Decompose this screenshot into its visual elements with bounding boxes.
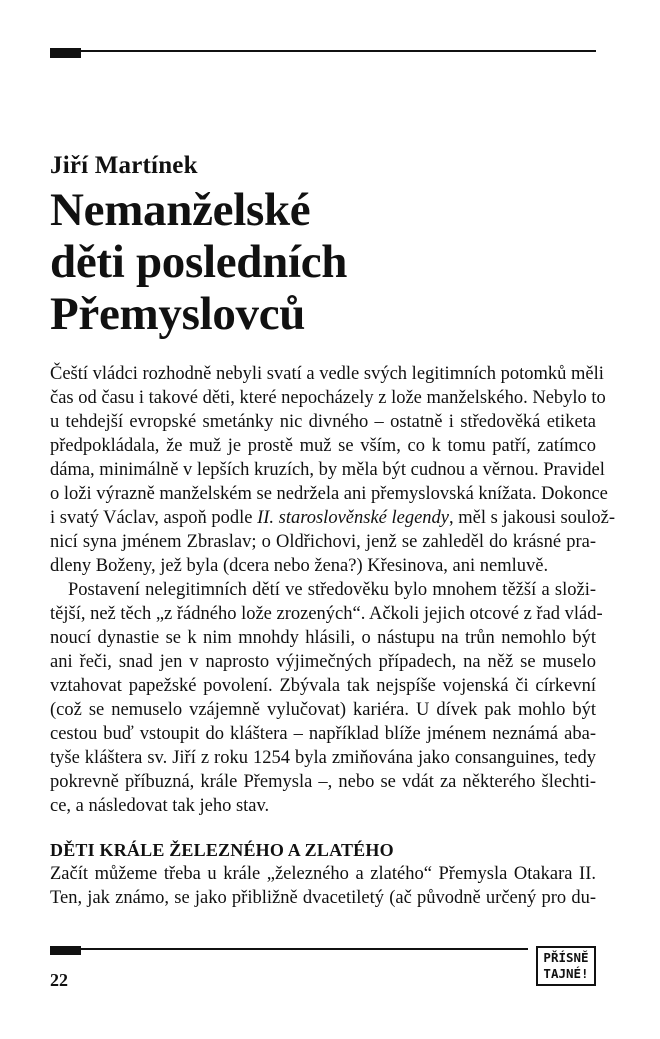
legend-title-italic: II. staroslověnské legendy	[257, 508, 450, 528]
stamp-line: TAJNÉ!	[543, 966, 589, 981]
text-line: o loži výrazně manželském se nedržela ani přemyslovská knížata. Dokonce	[50, 484, 608, 504]
top-rule	[50, 50, 596, 52]
paragraph-2	[50, 578, 603, 818]
stamp-line: PŘÍSNĚ	[543, 950, 589, 965]
section-heading: DĚTI KRÁLE ŽELEZNÉHO A ZLATÉHO	[50, 840, 394, 860]
text-line: tější, než těch „z řádného lože zrozených“. Ačkoli jejich otcové z řad vlád-	[50, 604, 603, 624]
page-number: 22	[50, 970, 68, 990]
text-line: Postavení nelegitimních dětí ve středověku bylo mnohem těžší a složi-	[68, 580, 596, 600]
text-line: vztahovat papežské povolení. Zbývala tak nejspíše vojenská či církevní	[50, 676, 596, 696]
text-line: ani řeči, snad jen v naprosto výjimečných případech, na něž se muselo	[50, 652, 596, 672]
author-name: Jiří Martínek	[50, 152, 198, 179]
text-line: nicí syna jménem Zbraslav; o Oldřichovi, jenž se zahleděl do krásné pra-	[50, 532, 596, 552]
text-span: , měl s jakousi soulož-	[449, 508, 615, 528]
bottom-rule	[50, 948, 528, 950]
text-line: předpokládala, že muž je prostě muž se vším, co k tomu patří, zatímco	[50, 436, 596, 456]
text-line: u tehdejší evropské smetánky nic divného – ostatně i středověká etiketa	[50, 412, 596, 432]
text-line: Začít můžeme třeba u krále „železného a zlatého“ Přemysla Otakara II.	[50, 864, 596, 884]
text-line: dleny Boženy, jež byla (dcera nebo žena?) Křesinova, ani nemluvě.	[50, 556, 549, 576]
text-line: ce, a následovat tak jeho stav.	[50, 796, 270, 816]
title-line: děti posledních	[50, 236, 348, 288]
paragraph-3	[50, 862, 596, 910]
text-line: dáma, minimálně v lepších kruzích, by měla být cudnou a věrnou. Pravidel	[50, 460, 605, 480]
chapter-title	[50, 184, 590, 340]
text-line	[50, 506, 615, 530]
text-line: noucí dynastie se k nim mnohdy hlásili, o nástupu na trůn nemohlo být	[50, 628, 596, 648]
top-rule-marker	[50, 48, 81, 58]
text-line: Ten, jak známo, se jako přibližně dvacetiletý (ač původně určený pro du-	[50, 888, 596, 908]
text-line: Čeští vládci rozhodně nebyli svatí a vedle svých legitimních potomků měli	[50, 364, 604, 384]
top-secret-stamp	[536, 946, 596, 986]
title-line: Přemyslovců	[50, 288, 306, 340]
text-line: (což se nemuselo vzájemně vylučovat) kariéra. U dívek pak mohlo být	[50, 700, 596, 720]
text-span: i svatý Václav, aspoň podle	[50, 508, 258, 528]
article-body	[50, 362, 615, 910]
paragraph-1	[50, 362, 615, 578]
text-line: pokrevně příbuzná, krále Přemysla –, nebo se vdát za některého šlechti-	[50, 772, 596, 792]
text-line: tyše kláštera sv. Jiří z roku 1254 byla zmiňována jako consanguines, tedy	[50, 748, 596, 768]
title-line: Nemanželské	[50, 184, 311, 236]
text-line: cestou buď vstoupit do kláštera – například blíže jménem neznámá aba-	[50, 724, 596, 744]
bottom-rule-marker	[50, 946, 81, 955]
text-line: čas od času i takové děti, které nepocházely z lože manželského. Nebylo to	[50, 388, 606, 408]
